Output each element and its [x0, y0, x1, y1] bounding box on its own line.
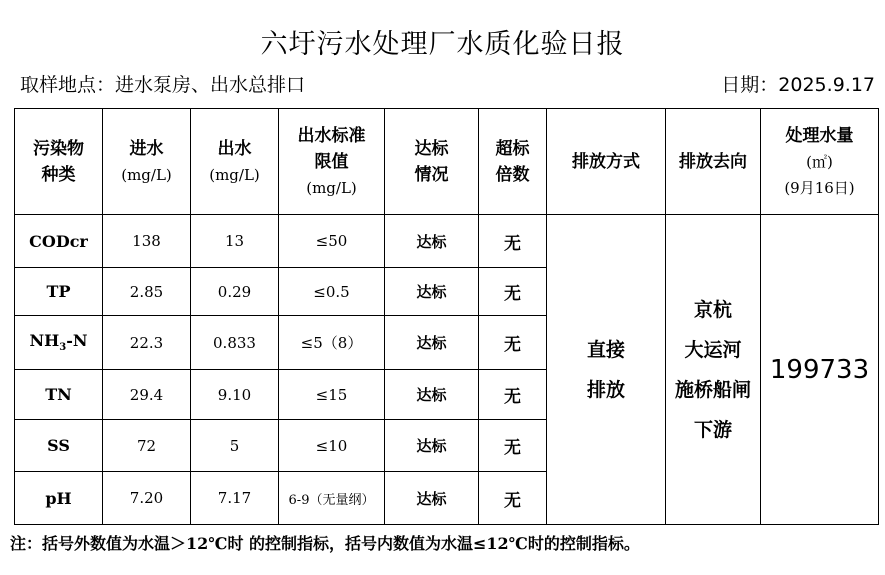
compliance-status: 达标 [385, 215, 479, 268]
pollutant-name: SS [15, 420, 103, 472]
standard-limit: 6-9（无量纲） [279, 472, 385, 525]
header-discharge-destination: 排放去向 [666, 109, 761, 215]
pollutant-name: TP [15, 268, 103, 316]
footnote: 注：括号外数值为水温＞12℃时 的控制指标，括号内数值为水温≤12℃时的控制指标。 [10, 534, 640, 553]
standard-limit: ≤5（8） [279, 316, 385, 370]
effluent-value: 0.833 [191, 316, 279, 370]
header-row [15, 109, 879, 215]
effluent-value: 13 [191, 215, 279, 268]
sampling-location: 取样地点：进水泵房、出水总排口 [20, 74, 306, 96]
exceed-multiple: 无 [479, 268, 547, 316]
compliance-status: 达标 [385, 472, 479, 525]
influent-value: 138 [103, 215, 191, 268]
water-quality-table [14, 108, 879, 525]
exceed-multiple: 无 [479, 472, 547, 525]
discharge-method: 直接 排放 [547, 215, 666, 525]
effluent-value: 0.29 [191, 268, 279, 316]
header-standard: 出水标准 限值 (mg/L) [279, 109, 385, 215]
header-effluent: 出水 (mg/L) [191, 109, 279, 215]
pollutant-name: CODcr [15, 215, 103, 268]
treated-volume: 199733 [761, 215, 879, 525]
effluent-value: 5 [191, 420, 279, 472]
report-title: 六圩污水处理厂水质化验日报 [260, 29, 625, 60]
influent-value: 2.85 [103, 268, 191, 316]
standard-limit: ≤0.5 [279, 268, 385, 316]
exceed-multiple: 无 [479, 370, 547, 420]
exceed-multiple: 无 [479, 420, 547, 472]
header-volume: 处理水量 (㎡) (9月16日) [761, 109, 879, 215]
header-influent: 进水 (mg/L) [103, 109, 191, 215]
report-date: 日期：2025.9.17 [721, 74, 875, 96]
influent-value: 72 [103, 420, 191, 472]
effluent-value: 7.17 [191, 472, 279, 525]
compliance-status: 达标 [385, 370, 479, 420]
header-pollutant: 污染物 种类 [15, 109, 103, 215]
standard-limit: ≤10 [279, 420, 385, 472]
header-exceed: 超标 倍数 [479, 109, 547, 215]
pollutant-name: $NH_3-N$ [15, 316, 103, 370]
standard-limit: ≤15 [279, 370, 385, 420]
exceed-multiple: 无 [479, 316, 547, 370]
header-discharge-method: 排放方式 [547, 109, 666, 215]
effluent-value: 9.10 [191, 370, 279, 420]
compliance-status: 达标 [385, 268, 479, 316]
standard-limit: ≤50 [279, 215, 385, 268]
header-status: 达标 情况 [385, 109, 479, 215]
exceed-multiple: 无 [479, 215, 547, 268]
influent-value: 29.4 [103, 370, 191, 420]
influent-value: 7.20 [103, 472, 191, 525]
compliance-status: 达标 [385, 316, 479, 370]
compliance-status: 达标 [385, 420, 479, 472]
table-row [15, 215, 879, 268]
pollutant-name: TN [15, 370, 103, 420]
pollutant-name: pH [15, 472, 103, 525]
discharge-destination: 京杭 大运河 施桥船闸 下游 [666, 215, 761, 525]
influent-value: 22.3 [103, 316, 191, 370]
